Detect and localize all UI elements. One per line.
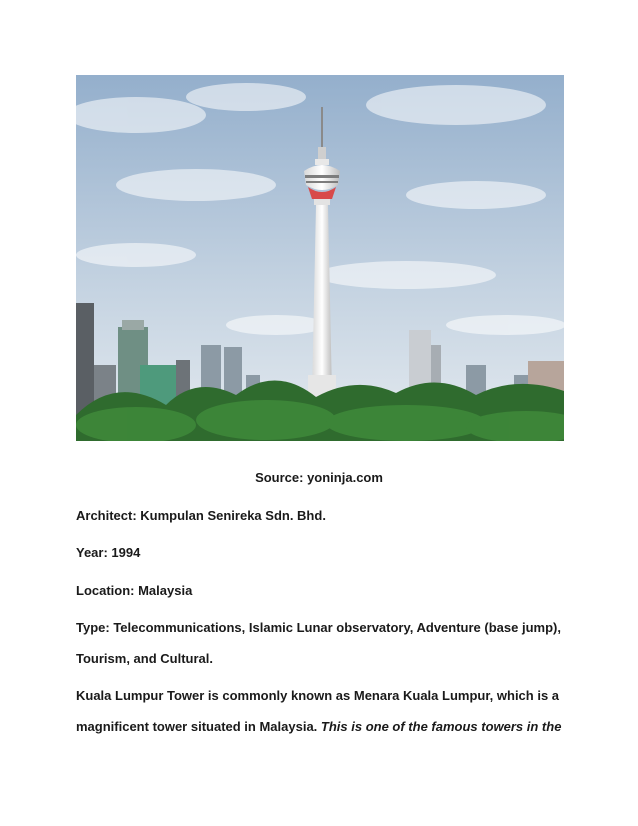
photo-caption: Source: yoninja.com <box>255 470 383 485</box>
location-field: Location: Malaysia <box>76 583 193 598</box>
paragraph-line2-italic: This is one of the famous towers in the <box>320 719 562 734</box>
paragraph-line2 <box>76 719 561 734</box>
tower-photo <box>76 75 564 441</box>
type-field-line2: Tourism, and Cultural. <box>76 651 213 666</box>
paragraph-line2-plain: magnificent tower situated in Malaysia. <box>76 719 321 734</box>
year-field: Year: 1994 <box>76 545 141 560</box>
architect-field: Architect: Kumpulan Senireka Sdn. Bhd. <box>76 508 326 523</box>
kl-tower-illustration <box>76 75 564 441</box>
paragraph-line1: Kuala Lumpur Tower is commonly known as Menara Kuala Lumpur, which is a <box>76 688 560 703</box>
type-field-line1: Type: Telecommunications, Islamic Lunar observatory, Adventure (base jump), <box>76 620 561 635</box>
